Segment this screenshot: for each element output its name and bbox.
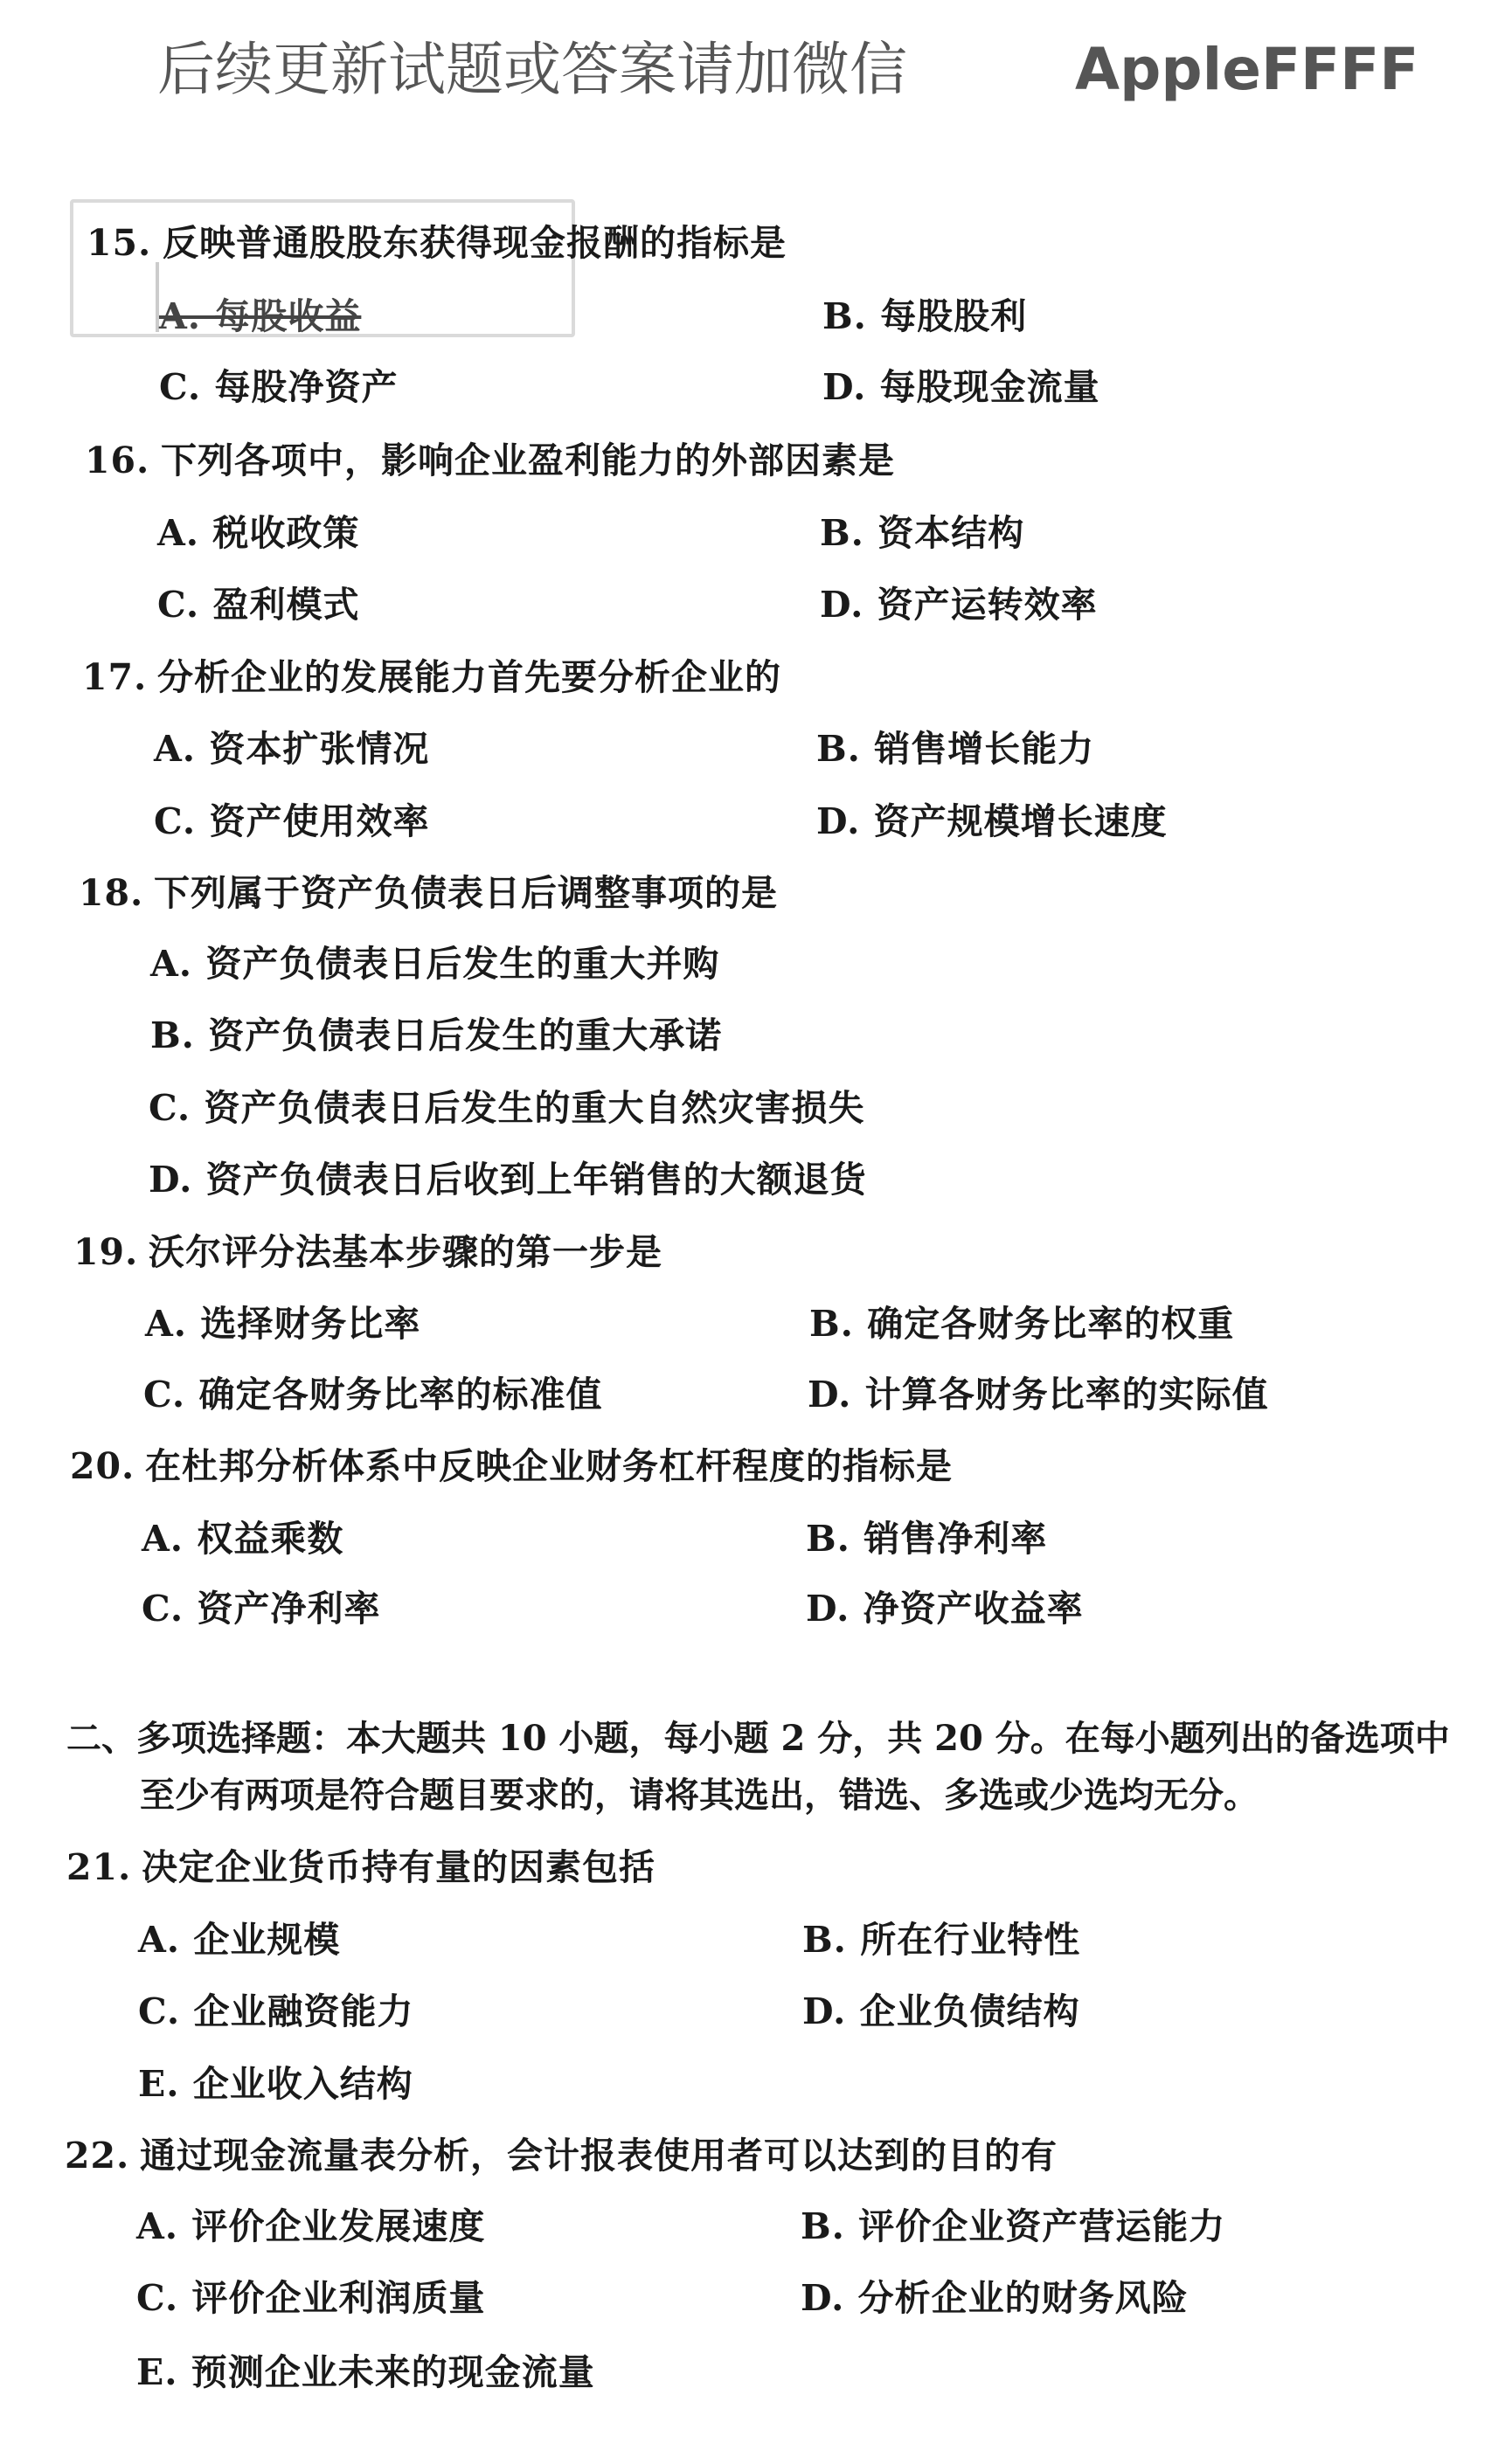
question-22-option-b: B. 评价企业资产营运能力: [801, 2205, 1226, 2247]
question-20-option-b: B. 销售净利率: [806, 1518, 1048, 1560]
question-15-stem: 反映普通股股东获得现金报酬的指标是: [163, 222, 787, 264]
question-22-option-a: A. 评价企业发展速度: [136, 2205, 486, 2247]
section-2-instructions-line1: 二、多项选择题：本大题共 10 小题，每小题 2 分，共 20 分。在每小题列出的备选项中: [66, 1718, 1450, 1759]
question-16-stem: 下列各项中，影响企业盈利能力的外部因素是: [161, 440, 895, 481]
question-16-number: 16.: [85, 440, 150, 481]
question-15-option-c: C. 每股净资产: [159, 366, 399, 408]
header-contact: AppleFFFF: [1075, 36, 1419, 103]
question-20-option-c: C. 资产净利率: [142, 1588, 381, 1630]
question-19-stem: 沃尔评分法基本步骤的第一步是: [149, 1231, 662, 1273]
question-22-stem: 通过现金流量表分析，会计报表使用者可以达到的目的有: [140, 2135, 1058, 2177]
header-text: 后续更新试题或答案请加微信: [157, 36, 907, 103]
question-21-option-d: D. 企业负债结构: [802, 1990, 1080, 2032]
question-15-option-b: B. 每股股利: [822, 295, 1028, 337]
question-18-option-b: B. 资产负债表日后发生的重大承诺: [150, 1014, 723, 1056]
section-2-instructions-line2: 至少有两项是符合题目要求的，请将其选出，错选、多选或少选均无分。: [140, 1775, 1259, 1816]
question-16-option-a: A. 税收政策: [157, 512, 360, 554]
question-19-option-a: A. 选择财务比率: [145, 1303, 421, 1345]
question-15-number: 15.: [87, 222, 152, 264]
question-18-option-a: A. 资产负债表日后发生的重大并购: [150, 943, 720, 985]
question-21-option-b: B. 所在行业特性: [802, 1919, 1081, 1961]
question-16-option-d: D. 资产运转效率: [820, 584, 1098, 626]
question-15-option-d: D. 每股现金流量: [822, 366, 1100, 408]
question-20-stem: 在杜邦分析体系中反映企业财务杠杆程度的指标是: [145, 1445, 953, 1487]
question-18-option-c: C. 资产负债表日后发生的重大自然灾害损失: [149, 1087, 865, 1129]
question-16-option-c: C. 盈利模式: [157, 584, 360, 626]
question-19-number: 19.: [73, 1231, 139, 1273]
question-20-option-a: A. 权益乘数: [142, 1518, 344, 1560]
question-22-option-e: E. 预测企业未来的现金流量: [136, 2351, 595, 2393]
question-21-stem: 决定企业货币持有量的因素包括: [142, 1846, 655, 1888]
question-21-option-e: E. 企业收入结构: [138, 2063, 413, 2105]
question-21-number: 21.: [66, 1846, 132, 1888]
question-22-number: 22.: [65, 2135, 130, 2177]
question-18-stem: 下列属于资产负债表日后调整事项的是: [154, 872, 778, 914]
question-19-option-c: C. 确定各财务比率的标准值: [143, 1374, 603, 1415]
question-17-number: 17.: [82, 656, 148, 698]
question-17-stem: 分析企业的发展能力首先要分析企业的: [157, 656, 781, 698]
question-20-option-d: D. 净资产收益率: [806, 1588, 1084, 1630]
question-22-option-c: C. 评价企业利润质量: [136, 2277, 486, 2319]
question-21-option-c: C. 企业融资能力: [138, 1990, 414, 2032]
question-17-option-d: D. 资产规模增长速度: [816, 800, 1168, 842]
question-16-option-b: B. 资本结构: [820, 512, 1025, 554]
question-18-option-d: D. 资产负债表日后收到上年销售的大额退货: [149, 1159, 867, 1201]
question-19-option-b: B. 确定各财务比率的权重: [809, 1303, 1235, 1345]
question-22-option-d: D. 分析企业的财务风险: [801, 2277, 1189, 2319]
question-15-option-a: A. 每股收益: [159, 295, 362, 337]
question-17-option-a: A. 资本扩张情况: [154, 728, 430, 770]
question-19-option-d: D. 计算各财务比率的实际值: [808, 1374, 1269, 1415]
question-17-option-c: C. 资产使用效率: [154, 800, 430, 842]
question-17-option-b: B. 销售增长能力: [816, 728, 1095, 770]
question-18-number: 18.: [79, 872, 144, 914]
question-20-number: 20.: [70, 1445, 135, 1487]
question-21-option-a: A. 企业规模: [138, 1919, 341, 1961]
